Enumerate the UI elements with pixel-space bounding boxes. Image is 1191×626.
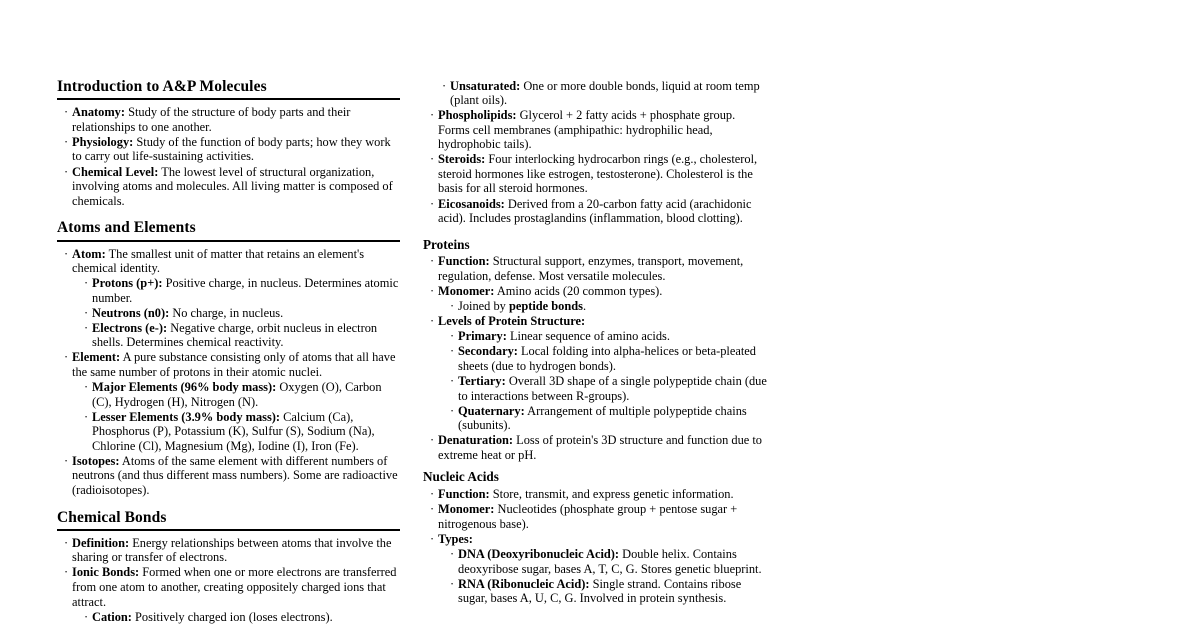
section xyxy=(57,509,402,625)
nested-list-item xyxy=(84,380,402,409)
list-item xyxy=(64,135,402,164)
list-item-body: The lowest level of structural organization, involving atoms and molecules. All living matter is composed of chemicals. xyxy=(72,164,393,208)
list-item-term: Function: xyxy=(438,487,490,502)
nested-list-item xyxy=(84,276,402,305)
list-item-body: Formed when one or more electrons are transferred from one atom to another, creating oppositely charged ions that attract. xyxy=(72,565,397,609)
list-item xyxy=(430,152,767,196)
bullet-icon: · xyxy=(64,246,69,261)
nested-list xyxy=(72,276,402,350)
nested-list xyxy=(438,299,767,314)
nested-list-item xyxy=(450,577,767,606)
list-item-body: No charge, in nucleus. xyxy=(169,305,284,320)
list-item-body: Overall 3D shape of a single polypeptide chain (due to interactions between R-groups). xyxy=(458,373,767,403)
list-item-body: Positive charge, in nucleus. Determines atomic number. xyxy=(92,276,399,305)
bullet-icon: · xyxy=(450,299,455,314)
list-item-body: Study of the structure of body parts and their relationships to one another. xyxy=(72,105,351,134)
list-item-body: Linear sequence of amino acids. xyxy=(506,329,670,344)
list-item-body-tail: . xyxy=(582,299,587,314)
list-item xyxy=(430,108,767,152)
right-column xyxy=(423,78,767,626)
list-item-term: Chemical Level: xyxy=(72,164,159,179)
list-item xyxy=(430,487,767,502)
section xyxy=(57,78,402,208)
bullet-icon: · xyxy=(450,546,455,561)
nested-list xyxy=(438,547,767,606)
list-item-body: Study of the function of body parts; how they work to carry out life-sustaining activities. xyxy=(72,134,391,164)
list-item-term: Denaturation: xyxy=(438,433,514,448)
bullet-icon: · xyxy=(84,609,89,624)
list-item-body: Joined by xyxy=(458,299,509,314)
list-item-body: Positively charged ion (loses electrons). xyxy=(131,609,333,624)
section-list xyxy=(423,254,767,462)
list-item-body: Single strand. Contains ribose sugar, bases A, U, C, G. Involved in protein synthesis. xyxy=(458,576,742,606)
list-item-term: Isotopes: xyxy=(72,453,120,468)
list-item-term: Monomer: xyxy=(438,502,495,517)
nested-list-item xyxy=(450,547,767,576)
nested-list-wrapper xyxy=(430,79,767,108)
nested-list-item xyxy=(450,329,767,344)
list-item-body: Local folding into alpha-helices or beta-pleated sheets (due to hydrogen bonds). xyxy=(458,344,756,373)
list-item-body: Energy relationships between atoms that involve the sharing or transfer of electrons. xyxy=(72,535,392,565)
list-item-term: Phospholipids: xyxy=(438,108,517,123)
list-item xyxy=(430,197,767,226)
list-item xyxy=(64,350,402,453)
nested-list-item xyxy=(450,374,767,403)
list-item-term: Function: xyxy=(438,254,490,269)
bullet-icon: · xyxy=(64,350,69,365)
list-item-emphasis: peptide bonds xyxy=(508,299,583,314)
list-item-term: Physiology: xyxy=(72,134,134,149)
bullet-icon: · xyxy=(84,409,89,424)
nested-list-item xyxy=(84,306,402,321)
list-item-term: Quaternary: xyxy=(458,403,525,418)
section-heading: Nucleic Acids xyxy=(423,469,499,485)
left-column xyxy=(57,78,402,626)
heading-divider xyxy=(57,240,400,242)
bullet-icon: · xyxy=(64,164,69,179)
list-item-body: Derived from a 20-carbon fatty acid (arachidonic acid). Includes prostaglandins (inflammation, blood clotting). xyxy=(438,196,752,226)
bullet-icon: · xyxy=(64,134,69,149)
list-item-body: A pure substance consisting only of atoms that all have the same number of protons in their atomic nuclei. xyxy=(72,350,396,379)
heading-divider xyxy=(57,98,400,100)
nested-list xyxy=(72,380,402,453)
bullet-icon: · xyxy=(450,576,455,591)
continued-list xyxy=(423,79,767,226)
list-item xyxy=(430,284,767,314)
bullet-icon: · xyxy=(430,314,435,329)
list-item-term: RNA (Ribonucleic Acid): xyxy=(458,576,590,591)
list-item xyxy=(64,565,402,624)
section-heading: Proteins xyxy=(423,236,470,252)
bullet-icon: · xyxy=(84,305,89,320)
list-item-body: Loss of protein's 3D structure and function due to extreme heat or pH. xyxy=(438,433,762,462)
bullet-icon: · xyxy=(64,565,69,580)
list-item-term: Anatomy: xyxy=(72,105,125,120)
list-item-body: The smallest unit of matter that retains an element's chemical identity. xyxy=(72,246,365,276)
list-item-term: Monomer: xyxy=(438,284,495,299)
list-item-body: Structural support, enzymes, transport, movement, regulation, defense. Most versatile molecules. xyxy=(438,254,744,284)
section xyxy=(423,469,767,605)
list-item-body: Store, transmit, and express genetic information. xyxy=(489,487,734,502)
list-item-term: Neutrons (n0): xyxy=(92,305,170,320)
list-item xyxy=(430,314,767,433)
list-item-term: Eicosanoids: xyxy=(438,196,505,211)
nested-list-item xyxy=(84,410,402,454)
bullet-icon: · xyxy=(84,320,89,335)
section xyxy=(423,237,767,463)
bullet-icon: · xyxy=(430,254,435,269)
continued-section xyxy=(423,79,767,226)
bullet-icon: · xyxy=(84,380,89,395)
nested-list-item xyxy=(450,344,767,373)
section-heading: Chemical Bonds xyxy=(57,508,167,526)
section-list xyxy=(57,536,402,624)
bullet-icon: · xyxy=(430,284,435,299)
bullet-icon: · xyxy=(430,502,435,517)
bullet-icon: · xyxy=(84,276,89,291)
section-list xyxy=(423,487,767,606)
list-item-term: Protons (p+): xyxy=(92,276,163,291)
list-item-term: Electrons (e-): xyxy=(92,320,168,335)
list-item-term: Types: xyxy=(438,531,473,546)
bullet-icon: · xyxy=(64,453,69,468)
nested-list-item xyxy=(450,404,767,433)
section-heading: Atoms and Elements xyxy=(57,219,196,237)
list-item-body: One or more double bonds, liquid at room temp (plant oils). xyxy=(450,78,760,108)
list-item xyxy=(64,165,402,209)
bullet-icon: · xyxy=(430,487,435,502)
bullet-icon: · xyxy=(430,433,435,448)
list-item-term: Cation: xyxy=(92,609,132,624)
list-item-term: Levels of Protein Structure: xyxy=(438,314,586,329)
list-item-body: Nucleotides (phosphate group + pentose sugar + nitrogenous base). xyxy=(438,502,738,531)
list-item-body: Atoms of the same element with different numbers of neutrons (and thus different mass numbers). Some are radioactive (radioisotopes). xyxy=(72,453,398,497)
list-item-body: Oxygen (O), Carbon (C), Hydrogen (H), Nitrogen (N). xyxy=(92,380,382,409)
list-item-term: DNA (Deoxyribonucleic Acid): xyxy=(458,546,620,561)
list-item xyxy=(64,536,402,565)
list-item-term: Lesser Elements (3.9% body mass): xyxy=(92,409,281,424)
list-item xyxy=(430,254,767,283)
bullet-icon: · xyxy=(450,373,455,388)
section-heading: Introduction to A&P Molecules xyxy=(57,78,267,95)
list-item xyxy=(430,532,767,606)
bullet-icon: · xyxy=(450,329,455,344)
bullet-icon: · xyxy=(430,152,435,167)
list-item-body: Negative charge, orbit nucleus in electron shells. Determines chemical reactivity. xyxy=(92,320,378,350)
list-item-body: Double helix. Contains deoxyribose sugar, bases A, T, C, G. Stores genetic blueprint. xyxy=(458,546,762,576)
list-item-body: Amino acids (20 common types). xyxy=(494,284,663,299)
list-item-term: Ionic Bonds: xyxy=(72,565,140,580)
list-item-body: Four interlocking hydrocarbon rings (e.g., cholesterol, steroid hormones like estrogen, testosterone). Cholesterol is the basis for all steroid hormones. xyxy=(438,152,758,196)
nested-list-item xyxy=(84,321,402,350)
list-item-term: Steroids: xyxy=(438,152,486,167)
list-item-body: Calcium (Ca), Phosphorus (P), Potassium (K), Sulfur (S), Sodium (Na), Chlorine (Cl), Magnesium (Mg), Iodine (I), Iron (Fe). xyxy=(92,409,375,453)
bullet-icon: · xyxy=(442,78,447,93)
nested-list xyxy=(430,79,767,108)
list-item xyxy=(64,105,402,134)
bullet-icon: · xyxy=(64,105,69,120)
list-item xyxy=(430,502,767,531)
bullet-icon: · xyxy=(64,535,69,550)
list-item-term: Tertiary: xyxy=(458,373,506,388)
nested-list-item xyxy=(84,610,402,625)
list-item-body: Arrangement of multiple polypeptide chains (subunits). xyxy=(458,403,747,433)
nested-list xyxy=(72,610,402,625)
heading-divider xyxy=(57,529,400,531)
list-item-term: Atom: xyxy=(72,246,106,261)
list-item-term: Major Elements (96% body mass): xyxy=(92,380,277,395)
list-item-term: Definition: xyxy=(72,535,130,550)
list-item xyxy=(64,247,402,350)
bullet-icon: · xyxy=(430,531,435,546)
bullet-icon: · xyxy=(430,196,435,211)
bullet-icon: · xyxy=(430,108,435,123)
bullet-icon: · xyxy=(450,403,455,418)
list-item-term: Secondary: xyxy=(458,344,518,359)
section-list xyxy=(57,105,402,208)
nested-list-item xyxy=(450,299,767,314)
section-list xyxy=(57,247,402,498)
section xyxy=(57,219,402,497)
list-item-term: Primary: xyxy=(458,329,507,344)
list-item xyxy=(64,454,402,498)
nested-list-item xyxy=(442,79,767,108)
list-item-term: Unsaturated: xyxy=(450,78,521,93)
nested-list xyxy=(438,329,767,432)
two-column-layout xyxy=(57,78,767,626)
list-item xyxy=(430,433,767,462)
list-item-term: Element: xyxy=(72,350,121,365)
list-item-body: Glycerol + 2 fatty acids + phosphate group. Forms cell membranes (amphipathic: hydrophilic head, hydrophobic tails). xyxy=(438,108,736,152)
bullet-icon: · xyxy=(450,344,455,359)
